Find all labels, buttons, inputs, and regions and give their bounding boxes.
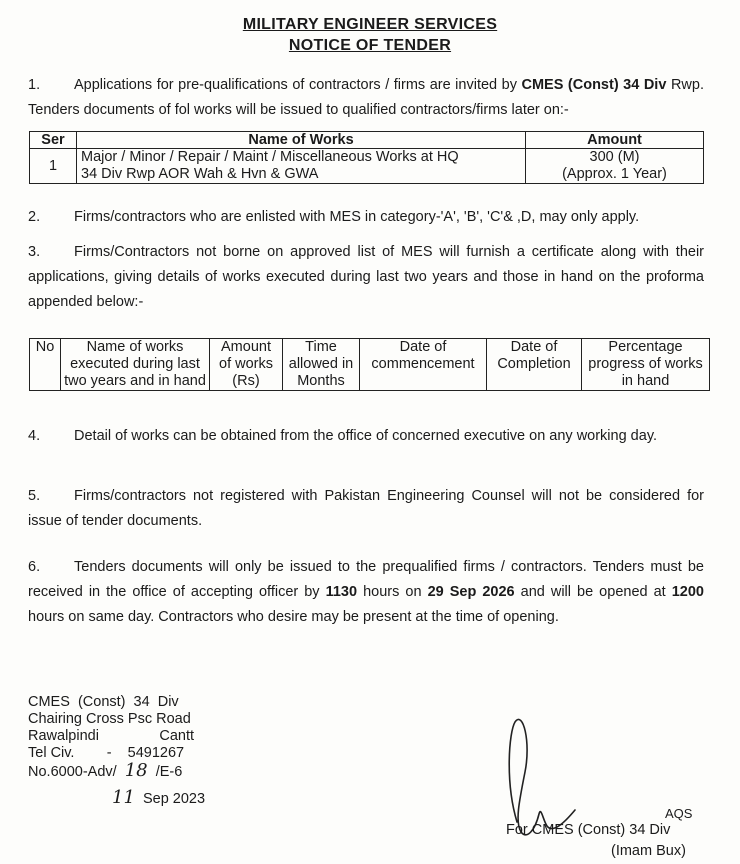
signature-designation: AQS [665, 806, 693, 821]
table-row [30, 149, 704, 184]
paragraph-1 [28, 73, 704, 123]
deadline-time: 1130 [325, 584, 358, 600]
signature-for-line: For CMES (Const) 34 Div [506, 822, 671, 838]
table-header: Date of Completion [487, 339, 582, 391]
paragraph-text: Firms/Contractors not borne on approved list of MES will furnish a certificate along with their applications, giving details of works executed during last two years and those in hand on the proforma appended below:- [28, 244, 704, 310]
paragraph-5 [28, 484, 704, 534]
address-line: Rawalpindi Cantt [28, 728, 195, 744]
address-line: CMES (Const) 34 Div [28, 694, 179, 710]
proforma-table [29, 338, 710, 391]
paragraph-bold: CMES (Const) 34 Div [521, 77, 667, 93]
paragraph-text: hours on [357, 584, 428, 600]
table-header: Time allowed in Months [283, 339, 360, 391]
amount-line: (Approx. 1 Year) [562, 166, 667, 182]
amount-line: 300 (M) [589, 149, 640, 165]
paragraph-4 [28, 424, 704, 449]
reference-number [28, 762, 205, 781]
table-header: Ser [30, 132, 77, 149]
deadline-date: 29 Sep 2026 [427, 584, 515, 600]
document-subheading: NOTICE OF TENDER [288, 37, 452, 54]
opening-time: 1200 [671, 584, 704, 600]
table-cell-ser: 1 [30, 149, 77, 184]
paragraph-number: 3. [28, 244, 41, 260]
table-header: Percentage progress of works in hand [582, 339, 710, 391]
table-header: No [30, 339, 61, 391]
paragraph-text: Firms/contractors who are enlisted with MES in category-'A', 'B', 'C'& ,D, may only apply. [74, 209, 640, 225]
paragraph-text: Rwp. Tenders documents of fol works will be issued to qualified contractors/firms later on:- [28, 77, 704, 118]
date-line [28, 789, 205, 808]
table-header-row [30, 339, 710, 391]
document-heading: MILITARY ENGINEER SERVICES [242, 16, 498, 33]
paragraph-6 [28, 555, 704, 630]
paragraph-number: 1. [28, 77, 41, 93]
signatory-name: (Imam Bux) [611, 843, 686, 859]
address-line: Tel Civ. - 5491267 [28, 745, 185, 761]
table-header: Amount [526, 132, 704, 149]
table-header: Date of commencement [360, 339, 487, 391]
name-line: 34 Div Rwp AOR Wah & Hvn & GWA [81, 166, 319, 182]
paragraph-3 [28, 240, 704, 315]
paragraph-text: Tenders documents will only be issued to the prequalified firms / contractors. Tenders must be received in the office of accepting officer by [28, 559, 704, 600]
table-header: Name of Works [77, 132, 526, 149]
sender-address [28, 694, 205, 808]
paragraph-text: and will be opened at [514, 584, 672, 600]
table-header: Amount of works (Rs) [210, 339, 283, 391]
paragraph-number: 5. [28, 488, 41, 504]
name-line: Major / Minor / Repair / Maint / Miscellaneous Works at HQ [81, 149, 459, 165]
handwritten-number: 18 [124, 760, 148, 781]
works-table [29, 131, 704, 184]
signature-mark [505, 702, 725, 864]
paragraph-number: 4. [28, 428, 41, 444]
table-header: Name of works executed during last two years and in hand [61, 339, 210, 391]
paragraph-number: 2. [28, 209, 41, 225]
paragraph-text: Detail of works can be obtained from the office of concerned executive on any working day. [74, 428, 658, 444]
table-cell-name [77, 149, 526, 184]
table-header-row [30, 132, 704, 149]
paragraph-text: hours on same day. Contractors who desire may be present at the time of opening. [28, 609, 559, 625]
reference-text: No.6000-Adv/ [28, 764, 125, 780]
date-text: Sep 2023 [134, 791, 206, 807]
reference-text: /E-6 [147, 764, 183, 780]
table-cell-amount [526, 149, 704, 184]
paragraph-text: Applications for pre-qualifications of contractors / firms are invited by [74, 77, 522, 93]
address-line: Chairing Cross Psc Road [28, 711, 191, 727]
paragraph-text: Firms/contractors not registered with Pakistan Engineering Counsel will not be considered for issue of tender documents. [28, 488, 704, 529]
paragraph-number: 6. [28, 559, 41, 575]
paragraph-2 [28, 205, 704, 230]
handwritten-day: 11 [112, 787, 135, 808]
